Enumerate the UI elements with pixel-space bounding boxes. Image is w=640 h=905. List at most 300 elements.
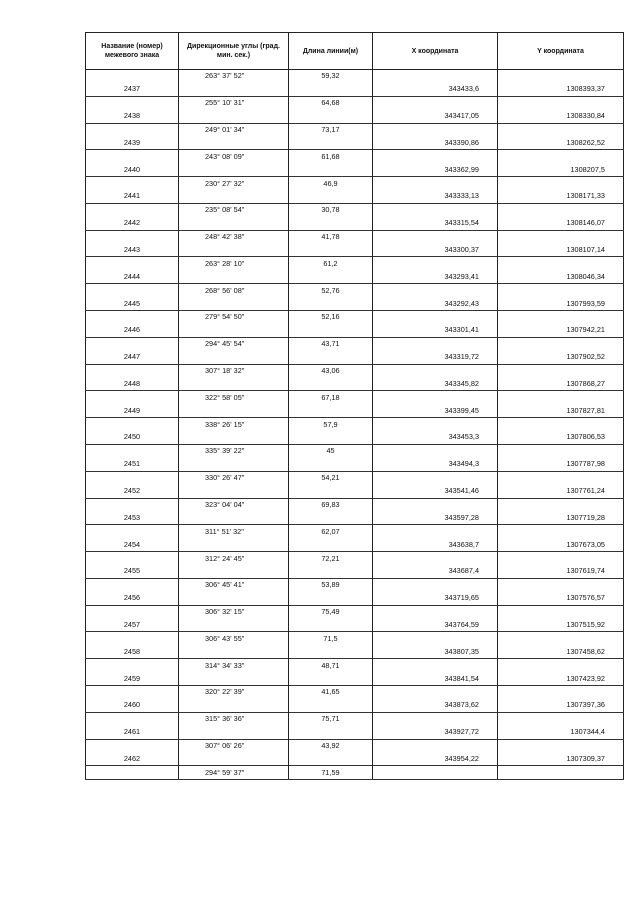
table-row-point	[86, 699, 624, 712]
cell-empty	[373, 150, 498, 163]
cell-x-coordinate: 343345,82	[373, 377, 498, 390]
cell-line-length: 71,59	[289, 766, 373, 780]
table-row-segment	[86, 712, 624, 725]
table-row-point	[86, 404, 624, 417]
cell-point-name: 2439	[86, 136, 179, 149]
cell-y-coordinate: 1307868,27	[498, 377, 624, 390]
cell-x-coordinate: 343390,86	[373, 136, 498, 149]
table-row-point	[86, 217, 624, 230]
cell-empty	[179, 619, 289, 632]
cell-empty	[86, 337, 179, 350]
cell-empty	[86, 364, 179, 377]
table-row-point	[86, 645, 624, 658]
cell-line-length: 62,07	[289, 525, 373, 538]
cell-empty	[179, 672, 289, 685]
cell-line-length: 72,21	[289, 552, 373, 565]
cell-point-name: 2454	[86, 538, 179, 551]
boundary-coordinates-table	[85, 32, 624, 780]
cell-empty	[498, 123, 624, 136]
cell-y-coordinate: 1308207,5	[498, 163, 624, 176]
cell-empty	[373, 96, 498, 109]
cell-empty	[373, 552, 498, 565]
cell-empty	[289, 592, 373, 605]
cell-y-coordinate: 1307458,62	[498, 645, 624, 658]
cell-point-name: 2450	[86, 431, 179, 444]
cell-empty	[498, 230, 624, 243]
cell-empty	[86, 391, 179, 404]
cell-line-length: 41,65	[289, 685, 373, 698]
cell-empty	[179, 404, 289, 417]
cell-line-length: 59,32	[289, 70, 373, 83]
table-row-point	[86, 110, 624, 123]
cell-point-name: 2448	[86, 377, 179, 390]
cell-x-coordinate: 343541,46	[373, 485, 498, 498]
cell-empty	[289, 217, 373, 230]
cell-x-coordinate: 343399,45	[373, 404, 498, 417]
table-row-segment	[86, 525, 624, 538]
header-x-coordinate: X координата	[373, 33, 498, 70]
cell-direction-angle: 279° 54' 50"	[179, 311, 289, 324]
table-row-point	[86, 619, 624, 632]
cell-empty	[179, 458, 289, 471]
cell-y-coordinate: 1307761,24	[498, 485, 624, 498]
cell-x-coordinate: 343494,3	[373, 458, 498, 471]
cell-empty	[498, 632, 624, 645]
cell-point-name: 2445	[86, 297, 179, 310]
cell-line-length: 75,71	[289, 712, 373, 725]
cell-x-coordinate: 343453,3	[373, 431, 498, 444]
cell-x-coordinate: 343597,28	[373, 511, 498, 524]
table-row-point	[86, 351, 624, 364]
cell-y-coordinate: 1307673,05	[498, 538, 624, 551]
cell-empty	[498, 177, 624, 190]
cell-y-coordinate: 1308146,07	[498, 217, 624, 230]
cell-point-name: 2443	[86, 244, 179, 257]
table-row-segment	[86, 123, 624, 136]
cell-empty	[498, 257, 624, 270]
cell-empty	[179, 136, 289, 149]
cell-x-coordinate: 343301,41	[373, 324, 498, 337]
cell-empty	[498, 578, 624, 591]
cell-empty	[373, 257, 498, 270]
cell-point-name: 2456	[86, 592, 179, 605]
cell-direction-angle: 306° 45' 41"	[179, 578, 289, 591]
header-direction-angle: Дирекционные углы (град. мин. сек.)	[179, 33, 289, 70]
cell-x-coordinate: 343807,35	[373, 645, 498, 658]
table-row-segment	[86, 257, 624, 270]
cell-point-name: 2442	[86, 217, 179, 230]
table-row-segment	[86, 203, 624, 216]
cell-direction-angle: 314° 34' 33"	[179, 659, 289, 672]
table-row-segment	[86, 177, 624, 190]
cell-point-name: 2446	[86, 324, 179, 337]
document-page	[85, 32, 623, 780]
cell-x-coordinate: 343719,65	[373, 592, 498, 605]
cell-empty	[373, 123, 498, 136]
cell-empty	[86, 123, 179, 136]
cell-x-coordinate: 343315,54	[373, 217, 498, 230]
cell-x-coordinate: 343638,7	[373, 538, 498, 551]
cell-empty	[179, 699, 289, 712]
cell-x-coordinate: 343927,72	[373, 726, 498, 739]
table-row-segment	[86, 150, 624, 163]
cell-empty	[373, 739, 498, 752]
cell-direction-angle: 230° 27' 32"	[179, 177, 289, 190]
table-header-row	[86, 33, 624, 70]
cell-empty	[86, 605, 179, 618]
cell-empty	[289, 431, 373, 444]
cell-empty	[179, 297, 289, 310]
cell-empty	[373, 498, 498, 511]
table-row-segment	[86, 391, 624, 404]
table-row-segment	[86, 552, 624, 565]
cell-empty	[289, 538, 373, 551]
cell-empty	[498, 739, 624, 752]
table-row-point	[86, 565, 624, 578]
cell-empty	[179, 324, 289, 337]
table-row-point	[86, 297, 624, 310]
cell-line-length: 43,06	[289, 364, 373, 377]
cell-x-coordinate: 343417,05	[373, 110, 498, 123]
cell-point-name: 2438	[86, 110, 179, 123]
cell-point-name: 2437	[86, 83, 179, 96]
cell-line-length: 43,71	[289, 337, 373, 350]
cell-point-name: 2440	[86, 163, 179, 176]
cell-empty	[289, 619, 373, 632]
cell-empty	[86, 70, 179, 83]
cell-empty	[498, 96, 624, 109]
cell-empty	[86, 525, 179, 538]
cell-empty	[86, 766, 179, 780]
table-row-segment	[86, 284, 624, 297]
header-line-length: Длина линии(м)	[289, 33, 373, 70]
cell-empty	[86, 498, 179, 511]
cell-empty	[289, 645, 373, 658]
cell-y-coordinate: 1307942,21	[498, 324, 624, 337]
cell-direction-angle: 306° 43' 55"	[179, 632, 289, 645]
cell-empty	[498, 552, 624, 565]
cell-empty	[373, 203, 498, 216]
cell-empty	[179, 565, 289, 578]
cell-empty	[498, 685, 624, 698]
cell-y-coordinate: 1307423,92	[498, 672, 624, 685]
cell-line-length: 71,5	[289, 632, 373, 645]
cell-direction-angle: 307° 06' 26"	[179, 739, 289, 752]
cell-empty	[289, 110, 373, 123]
cell-empty	[86, 578, 179, 591]
cell-y-coordinate: 1307806,53	[498, 431, 624, 444]
cell-empty	[498, 364, 624, 377]
cell-line-length: 61,68	[289, 150, 373, 163]
cell-line-length: 52,16	[289, 311, 373, 324]
table-row-segment	[86, 578, 624, 591]
table-row-segment	[86, 659, 624, 672]
cell-empty	[373, 632, 498, 645]
cell-line-length: 53,89	[289, 578, 373, 591]
table-row-point	[86, 136, 624, 149]
cell-point-name: 2452	[86, 485, 179, 498]
cell-point-name: 2441	[86, 190, 179, 203]
cell-empty	[498, 337, 624, 350]
cell-line-length: 75,49	[289, 605, 373, 618]
cell-empty	[289, 404, 373, 417]
cell-empty	[86, 444, 179, 457]
cell-x-coordinate: 343293,41	[373, 270, 498, 283]
cell-line-length: 54,21	[289, 471, 373, 484]
cell-empty	[86, 177, 179, 190]
cell-direction-angle: 268° 56' 08"	[179, 284, 289, 297]
cell-line-length: 64,68	[289, 96, 373, 109]
cell-direction-angle: 263° 28' 10"	[179, 257, 289, 270]
cell-y-coordinate: 1307902,52	[498, 351, 624, 364]
cell-x-coordinate: 343362,99	[373, 163, 498, 176]
table-row-segment	[86, 471, 624, 484]
table-row-segment	[86, 766, 624, 780]
cell-empty	[86, 257, 179, 270]
cell-line-length: 30,78	[289, 203, 373, 216]
cell-direction-angle: 323° 04' 04"	[179, 498, 289, 511]
cell-empty	[86, 284, 179, 297]
cell-y-coordinate: 1308171,33	[498, 190, 624, 203]
cell-y-coordinate: 1307344,4	[498, 726, 624, 739]
table-row-segment	[86, 498, 624, 511]
cell-direction-angle: 306° 32' 15"	[179, 605, 289, 618]
cell-empty	[179, 377, 289, 390]
table-row-point	[86, 244, 624, 257]
cell-point-name: 2461	[86, 726, 179, 739]
cell-y-coordinate: 1307719,28	[498, 511, 624, 524]
cell-empty	[498, 525, 624, 538]
cell-empty	[373, 391, 498, 404]
table-row-segment	[86, 444, 624, 457]
cell-y-coordinate: 1307576,57	[498, 592, 624, 605]
cell-empty	[289, 297, 373, 310]
cell-line-length: 69,83	[289, 498, 373, 511]
cell-empty	[498, 498, 624, 511]
cell-empty	[289, 377, 373, 390]
table-row-segment	[86, 685, 624, 698]
cell-direction-angle: 322° 58' 05"	[179, 391, 289, 404]
cell-empty	[498, 712, 624, 725]
cell-point-name: 2460	[86, 699, 179, 712]
cell-empty	[289, 324, 373, 337]
cell-direction-angle: 294° 59' 37"	[179, 766, 289, 780]
cell-empty	[289, 163, 373, 176]
cell-empty	[289, 270, 373, 283]
cell-x-coordinate: 343319,72	[373, 351, 498, 364]
cell-direction-angle: 248° 42' 38"	[179, 230, 289, 243]
table-row-segment	[86, 418, 624, 431]
cell-empty	[373, 230, 498, 243]
cell-direction-angle: 255° 10' 31"	[179, 96, 289, 109]
cell-x-coordinate: 343841,54	[373, 672, 498, 685]
cell-direction-angle: 243° 08' 09"	[179, 150, 289, 163]
table-row-segment	[86, 96, 624, 109]
cell-empty	[289, 458, 373, 471]
table-row-segment	[86, 364, 624, 377]
cell-empty	[179, 351, 289, 364]
cell-empty	[289, 485, 373, 498]
cell-empty	[498, 659, 624, 672]
cell-direction-angle: 330° 26' 47"	[179, 471, 289, 484]
cell-empty	[373, 712, 498, 725]
cell-direction-angle: 294° 45' 54"	[179, 337, 289, 350]
cell-empty	[498, 284, 624, 297]
table-row-point	[86, 163, 624, 176]
cell-empty	[373, 659, 498, 672]
cell-direction-angle: 307° 18' 32"	[179, 364, 289, 377]
cell-empty	[373, 284, 498, 297]
cell-y-coordinate: 1307827,81	[498, 404, 624, 417]
cell-empty	[373, 471, 498, 484]
table-row-point	[86, 458, 624, 471]
cell-point-name: 2459	[86, 672, 179, 685]
table-row-point	[86, 324, 624, 337]
table-row-point	[86, 672, 624, 685]
cell-line-length: 45	[289, 444, 373, 457]
cell-y-coordinate: 1307619,74	[498, 565, 624, 578]
cell-empty	[498, 444, 624, 457]
cell-point-name: 2449	[86, 404, 179, 417]
cell-empty	[289, 136, 373, 149]
cell-empty	[373, 311, 498, 324]
cell-direction-angle: 335° 39' 22"	[179, 444, 289, 457]
cell-empty	[289, 244, 373, 257]
table-row-point	[86, 377, 624, 390]
cell-x-coordinate: 343292,43	[373, 297, 498, 310]
table-row-segment	[86, 230, 624, 243]
cell-line-length: 43,92	[289, 739, 373, 752]
cell-line-length: 46,9	[289, 177, 373, 190]
cell-empty	[179, 645, 289, 658]
cell-empty	[179, 752, 289, 765]
cell-empty	[289, 699, 373, 712]
cell-empty	[289, 83, 373, 96]
cell-empty	[179, 163, 289, 176]
cell-empty	[86, 659, 179, 672]
cell-empty	[498, 203, 624, 216]
cell-empty	[179, 270, 289, 283]
cell-empty	[373, 418, 498, 431]
cell-y-coordinate: 1308393,37	[498, 83, 624, 96]
cell-empty	[289, 672, 373, 685]
cell-empty	[86, 712, 179, 725]
cell-line-length: 61,2	[289, 257, 373, 270]
cell-empty	[179, 538, 289, 551]
header-y-coordinate: Y координата	[498, 33, 624, 70]
table-row-point	[86, 83, 624, 96]
cell-empty	[373, 177, 498, 190]
table-row-segment	[86, 337, 624, 350]
cell-x-coordinate: 343433,6	[373, 83, 498, 96]
table-row-segment	[86, 739, 624, 752]
cell-y-coordinate: 1307787,98	[498, 458, 624, 471]
cell-x-coordinate: 343873,62	[373, 699, 498, 712]
cell-empty	[86, 311, 179, 324]
cell-line-length: 48,71	[289, 659, 373, 672]
table-row-point	[86, 431, 624, 444]
cell-line-length: 52,76	[289, 284, 373, 297]
table-row-point	[86, 752, 624, 765]
cell-point-name: 2453	[86, 511, 179, 524]
table-row-point	[86, 485, 624, 498]
cell-point-name: 2451	[86, 458, 179, 471]
cell-empty	[373, 685, 498, 698]
cell-y-coordinate: 1307397,36	[498, 699, 624, 712]
table-row-segment	[86, 632, 624, 645]
cell-empty	[498, 70, 624, 83]
cell-empty	[179, 83, 289, 96]
cell-empty	[86, 471, 179, 484]
cell-empty	[179, 190, 289, 203]
cell-empty	[86, 632, 179, 645]
cell-point-name: 2457	[86, 619, 179, 632]
cell-empty	[373, 605, 498, 618]
cell-empty	[86, 96, 179, 109]
cell-empty	[179, 592, 289, 605]
cell-empty	[86, 230, 179, 243]
cell-y-coordinate: 1308046,34	[498, 270, 624, 283]
cell-line-length: 67,18	[289, 391, 373, 404]
cell-empty	[498, 391, 624, 404]
cell-empty	[498, 150, 624, 163]
cell-x-coordinate: 343954,22	[373, 752, 498, 765]
header-point-name: Название (номер) межевого знака	[86, 33, 179, 70]
cell-empty	[373, 525, 498, 538]
cell-point-name: 2458	[86, 645, 179, 658]
table-row-segment	[86, 605, 624, 618]
table-row-point	[86, 270, 624, 283]
cell-empty	[86, 418, 179, 431]
cell-point-name: 2447	[86, 351, 179, 364]
cell-point-name: 2444	[86, 270, 179, 283]
cell-empty	[373, 578, 498, 591]
cell-direction-angle: 235° 08' 54"	[179, 203, 289, 216]
cell-y-coordinate: 1307993,59	[498, 297, 624, 310]
cell-direction-angle: 311° 51' 32"	[179, 525, 289, 538]
cell-direction-angle: 249° 01' 34"	[179, 123, 289, 136]
cell-x-coordinate: 343687,4	[373, 565, 498, 578]
cell-direction-angle: 312° 24' 45"	[179, 552, 289, 565]
cell-empty	[498, 418, 624, 431]
cell-x-coordinate: 343300,37	[373, 244, 498, 257]
table-row-segment	[86, 70, 624, 83]
cell-x-coordinate: 343764,59	[373, 619, 498, 632]
cell-empty	[179, 485, 289, 498]
cell-empty	[373, 444, 498, 457]
cell-empty	[86, 150, 179, 163]
cell-direction-angle: 263° 37' 52"	[179, 70, 289, 83]
cell-empty	[86, 203, 179, 216]
table-row-point	[86, 592, 624, 605]
cell-point-name: 2455	[86, 565, 179, 578]
cell-y-coordinate: 1308262,52	[498, 136, 624, 149]
cell-empty	[289, 190, 373, 203]
cell-empty	[179, 511, 289, 524]
cell-empty	[179, 110, 289, 123]
cell-direction-angle: 338° 26' 15"	[179, 418, 289, 431]
cell-empty	[373, 70, 498, 83]
table-row-point	[86, 726, 624, 739]
cell-empty	[373, 364, 498, 377]
cell-direction-angle: 320° 22' 39"	[179, 685, 289, 698]
cell-empty	[498, 471, 624, 484]
cell-y-coordinate: 1308330,84	[498, 110, 624, 123]
cell-empty	[179, 431, 289, 444]
cell-y-coordinate: 1308107,14	[498, 244, 624, 257]
cell-empty	[86, 552, 179, 565]
cell-y-coordinate: 1307309,37	[498, 752, 624, 765]
